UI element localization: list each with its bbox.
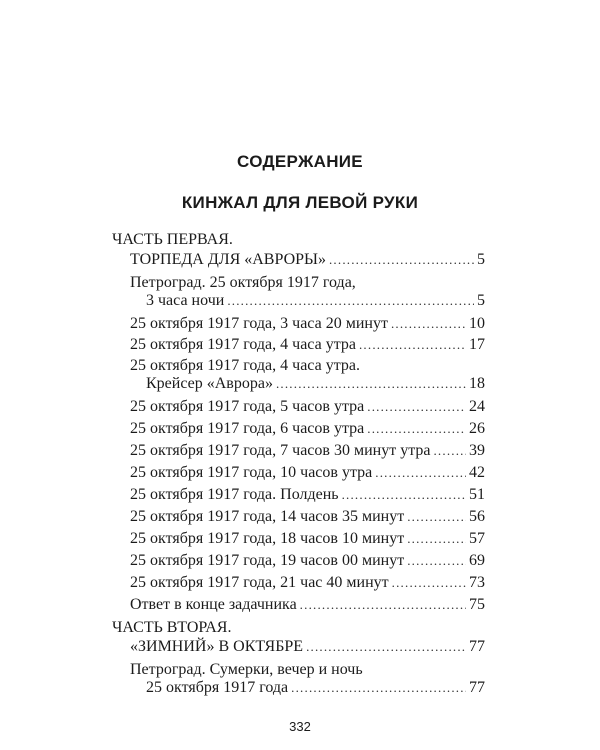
entry-first-line: Петроград. Сумерки, вечер и ночь xyxy=(130,661,363,678)
entry-page: 10 xyxy=(469,315,485,332)
entry-title: 25 октября 1917 года, 18 часов 10 минут xyxy=(130,530,405,547)
entry-title: 3 часа ночи xyxy=(146,292,225,309)
contents-heading: СОДЕРЖАНИЕ xyxy=(237,152,363,171)
entry-page: 39 xyxy=(469,442,485,459)
leader-dots xyxy=(407,507,466,527)
leader-dots xyxy=(367,397,466,417)
entry-page: 69 xyxy=(469,552,485,569)
leader-dots xyxy=(359,335,466,355)
entry-title: 25 октября 1917 года, 5 часов утра xyxy=(130,398,365,415)
toc-entry-part2-title[interactable] xyxy=(130,637,485,657)
leader-dots xyxy=(227,291,474,311)
toc-entry[interactable] xyxy=(146,291,485,311)
leader-dots xyxy=(306,637,466,657)
entry-title: 25 октября 1917 года, 7 часов 30 минут утра xyxy=(130,442,431,459)
leader-dots xyxy=(407,551,466,571)
leader-dots xyxy=(392,573,466,593)
entry-title: «ЗИМНИЙ» В ОКТЯБРЕ xyxy=(130,638,304,655)
leader-dots xyxy=(291,678,466,698)
toc-entry[interactable] xyxy=(130,463,485,483)
entry-title: 25 октября 1917 года, 14 часов 35 минут xyxy=(130,508,405,525)
entry-title: ТОРПЕДА ДЛЯ «АВРОРЫ» xyxy=(130,251,326,268)
book-title: КИНЖАЛ ДЛЯ ЛЕВОЙ РУКИ xyxy=(181,193,419,212)
entry-page: 5 xyxy=(477,251,485,268)
entry-title: 25 октября 1917 года, 19 часов 00 минут xyxy=(130,552,405,569)
entry-page: 42 xyxy=(469,464,485,481)
part2-label: ЧАСТЬ ВТОРАЯ. xyxy=(112,619,232,636)
entry-title: 25 октября 1917 года. Полдень xyxy=(130,486,339,503)
entry-title: 25 октября 1917 года xyxy=(146,679,289,696)
entry-first-line: Петроград. 25 октября 1917 года, xyxy=(130,274,356,291)
entry-page: 17 xyxy=(469,336,485,353)
leader-dots xyxy=(391,314,466,334)
entry-page: 24 xyxy=(469,398,485,415)
toc-entry[interactable] xyxy=(130,397,485,417)
entry-page: 75 xyxy=(469,596,485,613)
entry-page: 26 xyxy=(469,420,485,437)
leader-dots xyxy=(329,250,474,270)
entry-page: 73 xyxy=(469,574,485,591)
entry-page: 18 xyxy=(469,375,485,392)
leader-dots xyxy=(375,463,466,483)
entry-title: 25 октября 1917 года, 4 часа утра xyxy=(130,336,356,353)
entry-title: 25 октября 1917 года, 6 часов утра xyxy=(130,420,365,437)
toc-entry[interactable] xyxy=(146,374,485,394)
page-number: 332 xyxy=(289,719,311,734)
toc-entry[interactable] xyxy=(130,441,485,461)
toc-entry[interactable] xyxy=(130,335,485,355)
leader-dots xyxy=(342,485,466,505)
entry-page: 56 xyxy=(469,508,485,525)
leader-dots xyxy=(367,419,466,439)
toc-entry[interactable] xyxy=(130,595,485,615)
toc-entry[interactable] xyxy=(130,419,485,439)
entry-title: Ответ в конце задачника xyxy=(130,596,297,613)
entry-first-line: 25 октября 1917 года, 4 часа утра. xyxy=(130,357,360,374)
toc-entry[interactable] xyxy=(130,529,485,549)
leader-dots xyxy=(433,441,466,461)
entry-title: 25 октября 1917 года, 10 часов утра xyxy=(130,464,373,481)
entry-page: 5 xyxy=(477,292,485,309)
toc-entry[interactable] xyxy=(130,485,485,505)
entry-title: Крейсер «Аврора» xyxy=(146,375,273,392)
entry-page: 77 xyxy=(469,638,485,655)
entry-page: 77 xyxy=(469,679,485,696)
toc-entry[interactable] xyxy=(130,507,485,527)
toc-entry[interactable] xyxy=(130,551,485,571)
entry-title: 25 октября 1917 года, 21 час 40 минут xyxy=(130,574,389,591)
toc-entry-part1-title[interactable] xyxy=(130,250,485,270)
leader-dots xyxy=(407,529,466,549)
leader-dots xyxy=(276,374,466,394)
leader-dots xyxy=(300,595,466,615)
entry-page: 51 xyxy=(469,486,485,503)
toc-entry[interactable] xyxy=(130,314,485,334)
entry-page: 57 xyxy=(469,530,485,547)
toc-entry[interactable] xyxy=(146,678,485,698)
part1-label: ЧАСТЬ ПЕРВАЯ. xyxy=(112,231,233,248)
toc-entry[interactable] xyxy=(130,573,485,593)
entry-title: 25 октября 1917 года, 3 часа 20 минут xyxy=(130,315,388,332)
